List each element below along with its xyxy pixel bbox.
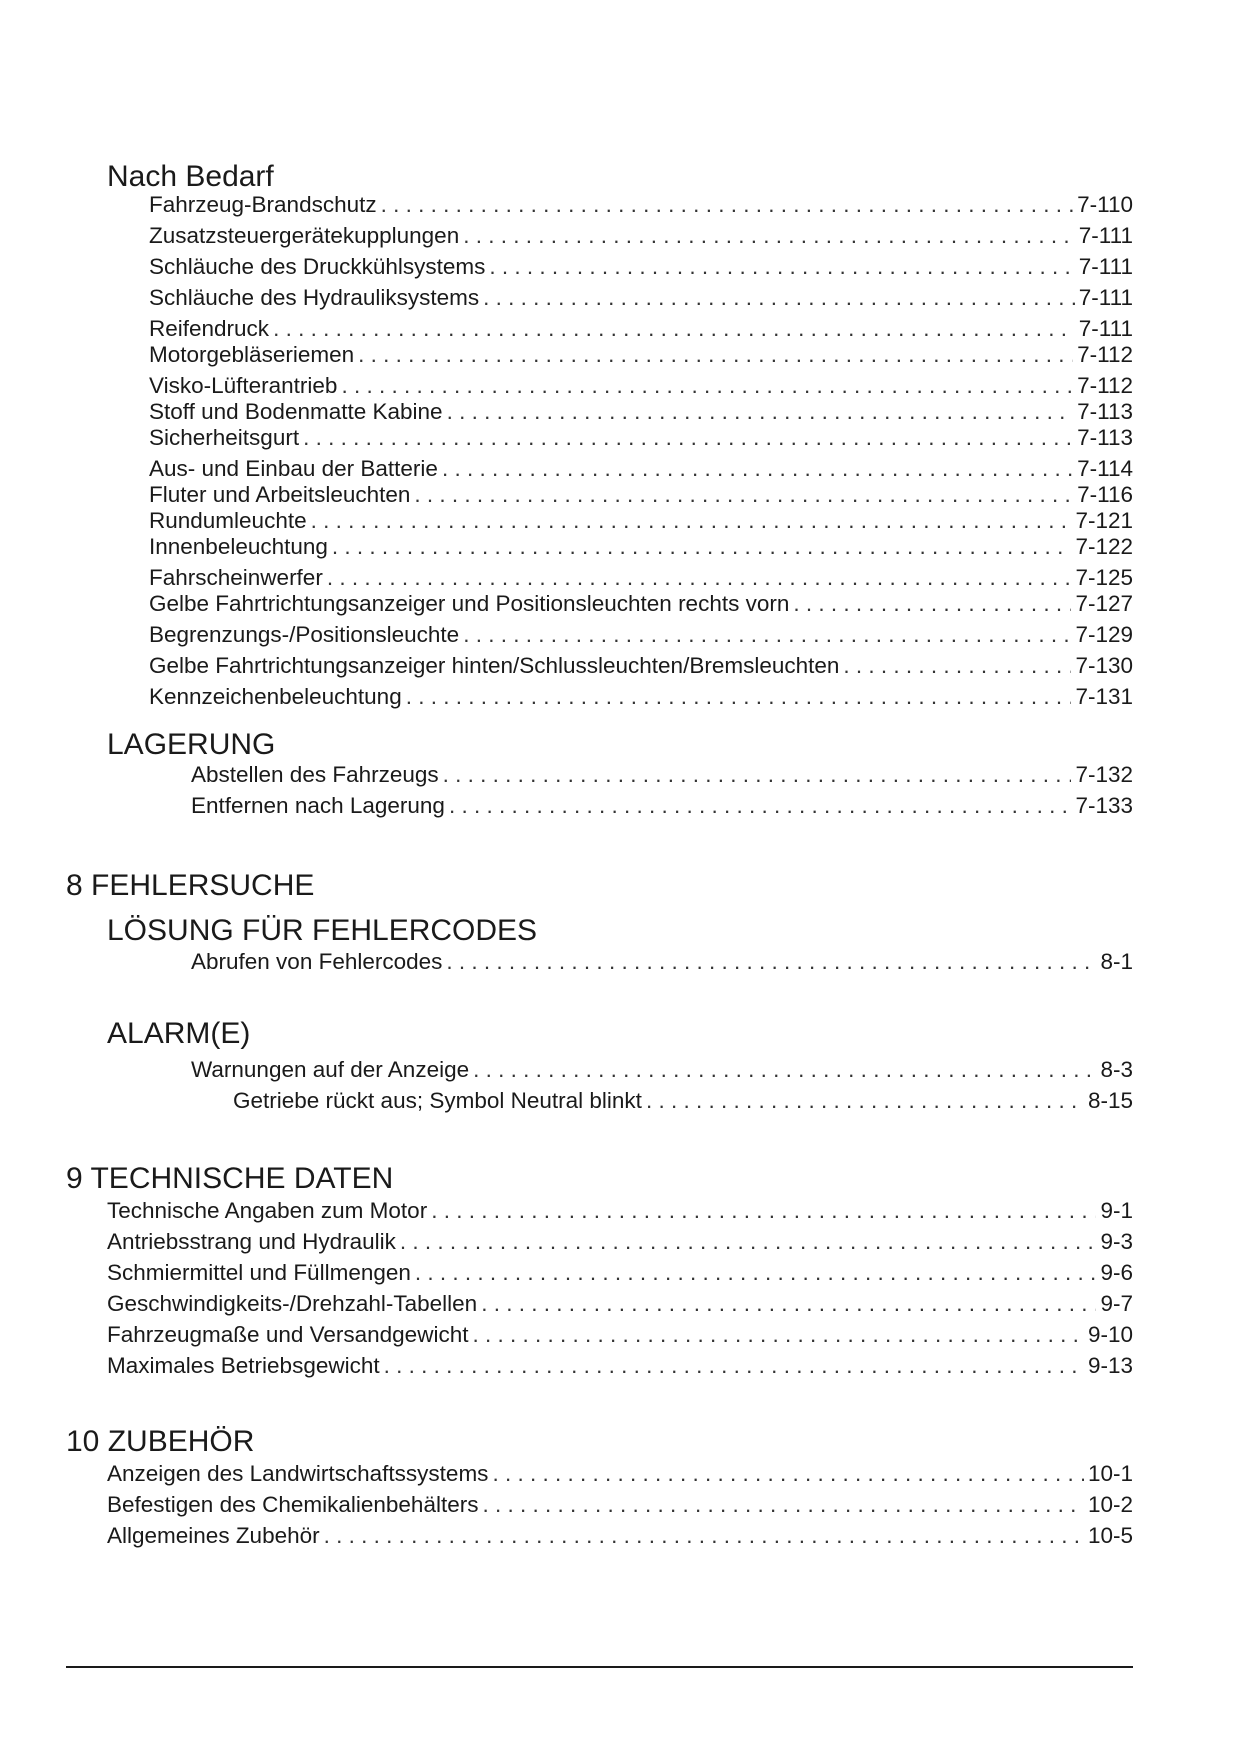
toc-entry-page: 7-122 <box>1075 534 1133 559</box>
toc-entry-label: Fahrscheinwerfer <box>149 565 323 590</box>
toc-entry-label: Abstellen des Fahrzeugs <box>191 762 439 787</box>
dot-leader <box>492 1461 1084 1487</box>
toc-entry-label: Begrenzungs-/Positionsleuchte <box>149 622 460 647</box>
dot-leader <box>327 565 1072 591</box>
toc-entry-page: 10-2 <box>1087 1492 1133 1517</box>
footer-rule <box>66 1666 1133 1668</box>
dot-leader <box>384 1353 1084 1379</box>
toc-entry-page: 7-121 <box>1075 508 1133 533</box>
toc-entry-page: 7-116 <box>1077 482 1133 507</box>
toc-entry-label: Antriebsstrang und Hydraulik <box>107 1229 396 1254</box>
toc-entry[interactable] <box>107 1229 1133 1255</box>
toc-entry-label: Warnungen auf der Anzeige <box>191 1057 470 1082</box>
section-heading-lagerung: LAGERUNG <box>107 728 276 761</box>
toc-entry[interactable] <box>149 192 1133 218</box>
chapter-heading-zubehoer: 10 ZUBEHÖR <box>66 1425 255 1458</box>
section-heading-alarm: ALARM(E) <box>107 1017 251 1050</box>
toc-entry-label: Geschwindigkeits-/Drehzahl-Tabellen <box>107 1291 478 1316</box>
dot-leader <box>443 762 1072 788</box>
toc-entry[interactable] <box>107 1353 1133 1379</box>
dot-leader <box>447 399 1074 425</box>
toc-entry-label: Getriebe rückt aus; Symbol Neutral blinkt <box>233 1088 642 1113</box>
toc-entry-label: Schmiermittel und Füllmengen <box>107 1260 411 1285</box>
dot-leader <box>473 1057 1096 1083</box>
dot-leader <box>483 285 1075 311</box>
toc-entry[interactable] <box>107 1322 1133 1348</box>
toc-entry[interactable] <box>191 762 1133 788</box>
toc-entry-page: 7-112 <box>1077 373 1133 398</box>
toc-entry-label: Stoff und Bodenmatte Kabine <box>149 399 443 424</box>
toc-entry[interactable] <box>149 456 1133 482</box>
toc-entry-page: 7-127 <box>1075 591 1133 616</box>
toc-entry[interactable] <box>107 1523 1133 1549</box>
dot-leader <box>463 622 1071 648</box>
dot-leader <box>489 254 1074 280</box>
toc-entry-page: 7-132 <box>1075 762 1133 787</box>
dot-leader <box>481 1291 1096 1317</box>
toc-entry[interactable] <box>149 591 1133 617</box>
toc-entry[interactable] <box>191 793 1133 819</box>
toc-entry-label: Zusatzsteuergerätekupplungen <box>149 223 460 248</box>
toc-entry-label: Fluter und Arbeitsleuchten <box>149 482 411 507</box>
toc-entry-page: 8-1 <box>1100 949 1133 974</box>
toc-entry-page: 7-111 <box>1078 223 1133 248</box>
toc-entry-label: Fahrzeug-Brandschutz <box>149 192 377 217</box>
toc-entry-page: 10-5 <box>1087 1523 1133 1548</box>
toc-entry-label: Technische Angaben zum Motor <box>107 1198 428 1223</box>
toc-entry[interactable] <box>149 534 1133 560</box>
toc-entry-page: 7-110 <box>1077 192 1133 217</box>
toc-entry[interactable] <box>149 254 1133 280</box>
dot-leader <box>431 1198 1096 1224</box>
section-heading-nach-bedarf: Nach Bedarf <box>107 160 274 193</box>
toc-entry-page: 9-1 <box>1100 1198 1133 1223</box>
toc-entry-label: Kennzeichenbeleuchtung <box>149 684 402 709</box>
dot-leader <box>463 223 1075 249</box>
toc-entry-label: Visko-Lüfterantrieb <box>149 373 338 398</box>
dot-leader <box>414 482 1073 508</box>
toc-entry[interactable] <box>149 425 1133 451</box>
dot-leader <box>324 1523 1084 1549</box>
dot-leader <box>442 456 1073 482</box>
toc-entry-label: Befestigen des Chemikalienbehälters <box>107 1492 479 1517</box>
dot-leader <box>303 425 1073 451</box>
toc-entry-page: 7-131 <box>1075 684 1133 709</box>
toc-entry-page: 7-111 <box>1078 316 1133 341</box>
toc-entry[interactable] <box>107 1492 1133 1518</box>
toc-entry-label: Allgemeines Zubehör <box>107 1523 320 1548</box>
toc-entry-page: 7-112 <box>1077 342 1133 367</box>
toc-entry-page: 7-113 <box>1077 425 1133 450</box>
toc-entry[interactable] <box>149 684 1133 710</box>
toc-entry-label: Reifendruck <box>149 316 270 341</box>
dot-leader <box>273 316 1075 342</box>
toc-entry[interactable] <box>149 565 1133 591</box>
toc-entry-page: 7-113 <box>1077 399 1133 424</box>
dot-leader <box>400 1229 1097 1255</box>
toc-entry-label: Gelbe Fahrtrichtungsanzeiger hinten/Schlussleuchten/Bremsleuchten <box>149 653 840 678</box>
dot-leader <box>341 373 1073 399</box>
toc-entry-label: Sicherheitsgurt <box>149 425 300 450</box>
toc-entry-label: Entfernen nach Lagerung <box>191 793 445 818</box>
toc-entry-page: 9-3 <box>1100 1229 1133 1254</box>
dot-leader <box>843 653 1071 679</box>
toc-entry-label: Schläuche des Druckkühlsystems <box>149 254 486 279</box>
toc-entry[interactable] <box>149 373 1133 399</box>
toc-entry[interactable] <box>149 399 1133 425</box>
dot-leader <box>482 1492 1083 1518</box>
toc-entry[interactable] <box>149 508 1133 534</box>
chapter-heading-technische-daten: 9 TECHNISCHE DATEN <box>66 1162 394 1195</box>
toc-entry[interactable] <box>149 223 1133 249</box>
dot-leader <box>793 591 1071 617</box>
toc-entry[interactable] <box>149 285 1133 311</box>
toc-entry[interactable] <box>191 1057 1133 1083</box>
toc-entry[interactable] <box>149 653 1133 679</box>
toc-entry-page: 7-114 <box>1077 456 1133 481</box>
dot-leader <box>446 949 1096 975</box>
toc-entry-page: 7-130 <box>1075 653 1133 678</box>
dot-leader <box>332 534 1072 560</box>
dot-leader <box>358 342 1073 368</box>
toc-entry[interactable] <box>149 622 1133 648</box>
toc-entry-label: Maximales Betriebsgewicht <box>107 1353 380 1378</box>
toc-entry[interactable] <box>107 1291 1133 1317</box>
dot-leader <box>381 192 1073 218</box>
toc-entry-page: 9-7 <box>1100 1291 1133 1316</box>
toc-entry[interactable] <box>149 342 1133 368</box>
toc-entry-label: Abrufen von Fehlercodes <box>191 949 443 974</box>
toc-entry-page: 7-111 <box>1078 254 1133 279</box>
toc-entry-label: Innenbeleuchtung <box>149 534 328 559</box>
toc-entry[interactable] <box>107 1260 1133 1286</box>
toc-entry-page: 7-133 <box>1075 793 1133 818</box>
dot-leader <box>415 1260 1097 1286</box>
section-heading-loesung-fehlercodes: LÖSUNG FÜR FEHLERCODES <box>107 914 538 947</box>
toc-entry-page: 9-6 <box>1100 1260 1133 1285</box>
dot-leader <box>449 793 1072 819</box>
chapter-heading-fehlersuche: 8 FEHLERSUCHE <box>66 869 315 902</box>
toc-entry-page: 7-125 <box>1075 565 1133 590</box>
toc-entry-label: Anzeigen des Landwirtschaftssystems <box>107 1461 489 1486</box>
toc-entry-label: Rundumleuchte <box>149 508 307 533</box>
toc-entry-label: Aus- und Einbau der Batterie <box>149 456 438 481</box>
dot-leader <box>406 684 1072 710</box>
toc-entry-label: Schläuche des Hydrauliksystems <box>149 285 480 310</box>
toc-entry[interactable] <box>107 1198 1133 1224</box>
dot-leader <box>472 1322 1083 1348</box>
toc-entry-page: 7-111 <box>1078 285 1133 310</box>
toc-entry[interactable] <box>149 482 1133 508</box>
toc-entry-page: 8-3 <box>1100 1057 1133 1082</box>
toc-entry-page: 7-129 <box>1075 622 1133 647</box>
toc-entry[interactable] <box>191 949 1133 975</box>
toc-entry-label: Gelbe Fahrtrichtungsanzeiger und Positionsleuchten rechts vorn <box>149 591 790 616</box>
toc-entry[interactable] <box>149 316 1133 342</box>
toc-entry-page: 8-15 <box>1087 1088 1133 1113</box>
toc-entry[interactable] <box>107 1461 1133 1487</box>
toc-entry-page: 9-13 <box>1087 1353 1133 1378</box>
toc-entry-label: Motorgebläseriemen <box>149 342 355 367</box>
dot-leader <box>646 1088 1084 1114</box>
dot-leader <box>311 508 1072 534</box>
toc-entry-label: Fahrzeugmaße und Versandgewicht <box>107 1322 469 1347</box>
toc-entry-page: 9-10 <box>1087 1322 1133 1347</box>
toc-entry-page: 10-1 <box>1087 1461 1133 1486</box>
toc-entry[interactable] <box>233 1088 1133 1114</box>
